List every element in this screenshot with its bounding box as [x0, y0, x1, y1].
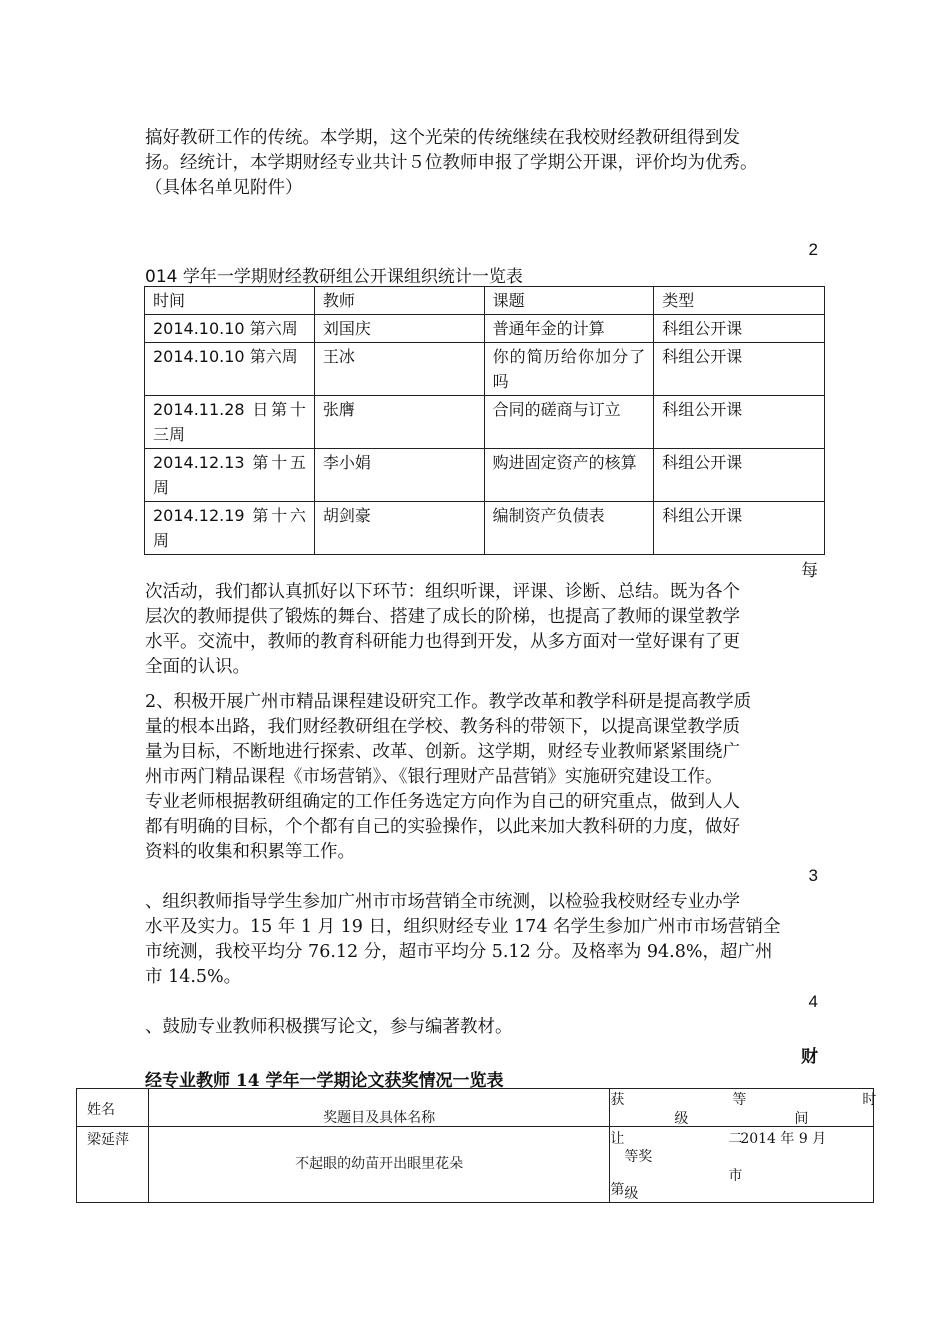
- para4-number: 3: [808, 866, 818, 885]
- header-teacher: 教师: [314, 287, 484, 315]
- cell-frag-f: 市: [728, 1168, 743, 1184]
- header-time: 时间: [145, 287, 315, 315]
- cell-name-text: 梁延萍: [87, 1132, 129, 1148]
- text-line: 量为目标，不断地进行探索、改革、创新。这学期，财经专业教师紧紧围绕广: [145, 742, 740, 762]
- header-name-text: 姓名: [87, 1102, 115, 1118]
- cell-time: 2014.10.10 第六周: [145, 343, 315, 396]
- text-line: 搞好教研工作的传统。本学期，这个光荣的传统继续在我校财经教研组得到发: [145, 128, 740, 148]
- cell-type: 科组公开课: [654, 449, 825, 502]
- cell-teacher: 李小娟: [314, 449, 484, 502]
- cell-teacher: 刘国庆: [314, 315, 484, 343]
- activity-paragraph: [145, 580, 815, 680]
- text-line: 都有明确的目标，个个都有自己的实验操作，以此来加大教科研的力度，做好: [145, 817, 740, 837]
- cell-topic: 编制资产负债表: [484, 502, 654, 555]
- header-award-time: [610, 1089, 877, 1127]
- table-row: [145, 502, 825, 555]
- header-grade-a: 等: [732, 1092, 747, 1108]
- cell-topic: 合同的磋商与订立: [484, 396, 654, 449]
- table1-caption: 014 学年一学期财经教研组公开课组织统计一览表: [145, 267, 523, 287]
- intro-paragraph: [145, 126, 815, 201]
- cell-time: 2014.11.28 日第十三周: [145, 396, 315, 449]
- text-line: 水平。交流中，教师的教育科研能力也得到开发，从多方面对一堂好课有了更: [145, 632, 740, 652]
- text-line: 资料的收集和积累等工作。: [145, 842, 355, 862]
- cell-frag-a: 让: [610, 1131, 625, 1147]
- cell-type: 科组公开课: [654, 315, 825, 343]
- cell-frag-b: 等奖: [624, 1149, 653, 1165]
- text-line: 水平及实力。15 年 1 月 19 日，组织财经专业 174 名学生参加广州市市场营销全: [145, 917, 781, 937]
- cell-title-text: 不起眼的幼苗开出眼里花朵: [295, 1156, 464, 1172]
- cell-title: [148, 1127, 609, 1203]
- text-line: 市统测，我校平均分 76.12 分，超市平均分 5.12 分。及格率为 94.8%，超广州: [145, 942, 773, 962]
- cell-time: 2014.12.19 第十六周: [145, 502, 315, 555]
- cell-frag-c: 第: [610, 1182, 625, 1198]
- table1-number-prefix: 2: [808, 240, 818, 259]
- cell-frag-e: 二: [728, 1131, 743, 1147]
- cell-type: 科组公开课: [654, 396, 825, 449]
- para5-number: 4: [808, 992, 818, 1011]
- table-row: [145, 343, 825, 396]
- cell-topic: 你的简历给你加分了吗: [484, 343, 654, 396]
- table2-caption: 经专业教师 14 学年一学期论文获奖情况一览表: [145, 1071, 504, 1091]
- exam-paragraph: [145, 890, 815, 990]
- header-title-text: 奖题目及具体名称: [323, 1110, 436, 1126]
- cell-frag-d: 级: [624, 1186, 639, 1202]
- cell-teacher: 王冰: [314, 343, 484, 396]
- header-name: [77, 1089, 149, 1127]
- cell-type: 科组公开课: [654, 502, 825, 555]
- header-title: [148, 1089, 609, 1127]
- cell-name: [77, 1127, 149, 1203]
- table-row: [145, 315, 825, 343]
- table2-first-char: 财: [801, 1047, 818, 1067]
- cell-type: 科组公开课: [654, 343, 825, 396]
- course-building-paragraph: [145, 690, 815, 865]
- paper-paragraph: 、鼓励专业教师积极撰写论文，参与编著教材。: [145, 1017, 513, 1037]
- header-time-a: 时: [862, 1092, 877, 1108]
- cell-topic: 普通年金的计算: [484, 315, 654, 343]
- header-topic: 课题: [484, 287, 654, 315]
- text-line: 、组织教师指导学生参加广州市市场营销全市统测，以检验我校财经专业办学: [145, 892, 740, 912]
- header-grade-b: 间: [794, 1111, 809, 1127]
- header-award-a: 获: [610, 1092, 625, 1108]
- table-header-row: [145, 287, 825, 315]
- header-type: 类型: [654, 287, 825, 315]
- table-header-row: [77, 1089, 874, 1127]
- cell-time: 2014.10.10 第六周: [145, 315, 315, 343]
- table-row: [145, 449, 825, 502]
- cell-topic: 购进固定资产的核算: [484, 449, 654, 502]
- text-line: 市 14.5%。: [145, 967, 242, 987]
- open-class-table: [144, 286, 825, 555]
- text-line: 次活动，我们都认真抓好以下环节：组织听课，评课、诊断、总结。既为各个: [145, 582, 740, 602]
- text-line: 量的根本出路，我们财经教研组在学校、教务科的带领下，以提高课堂教学质: [145, 717, 740, 737]
- para2-first-char: 每: [801, 561, 818, 581]
- table-row: [145, 396, 825, 449]
- text-line: 扬。经统计，本学期财经专业共计５位教师申报了学期公开课，评价均为优秀。: [145, 153, 758, 173]
- text-line: 全面的认识。: [145, 657, 250, 677]
- header-award-b: 级: [674, 1111, 689, 1127]
- text-line: 州市两门精品课程《市场营销》、《银行理财产品营销》实施研究建设工作。: [145, 767, 723, 787]
- table-row: [77, 1127, 874, 1203]
- cell-award-time: [610, 1127, 874, 1203]
- paper-award-table: [76, 1088, 877, 1203]
- text-line: 层次的教师提供了锻炼的舞台、搭建了成长的阶梯，也提高了教师的课堂教学: [145, 607, 740, 627]
- cell-time: 2014 年 9 月: [740, 1131, 827, 1147]
- cell-teacher: 张膺: [314, 396, 484, 449]
- text-line: 专业老师根据教研组确定的工作任务选定方向作为自己的研究重点，做到人人: [145, 792, 740, 812]
- cell-time: 2014.12.13 第十五周: [145, 449, 315, 502]
- text-line: （具体名单见附件）: [145, 178, 303, 198]
- text-line: 2、积极开展广州市精品课程建设研究工作。教学改革和教学科研是提高教学质: [145, 692, 752, 712]
- cell-teacher: 胡剑豪: [314, 502, 484, 555]
